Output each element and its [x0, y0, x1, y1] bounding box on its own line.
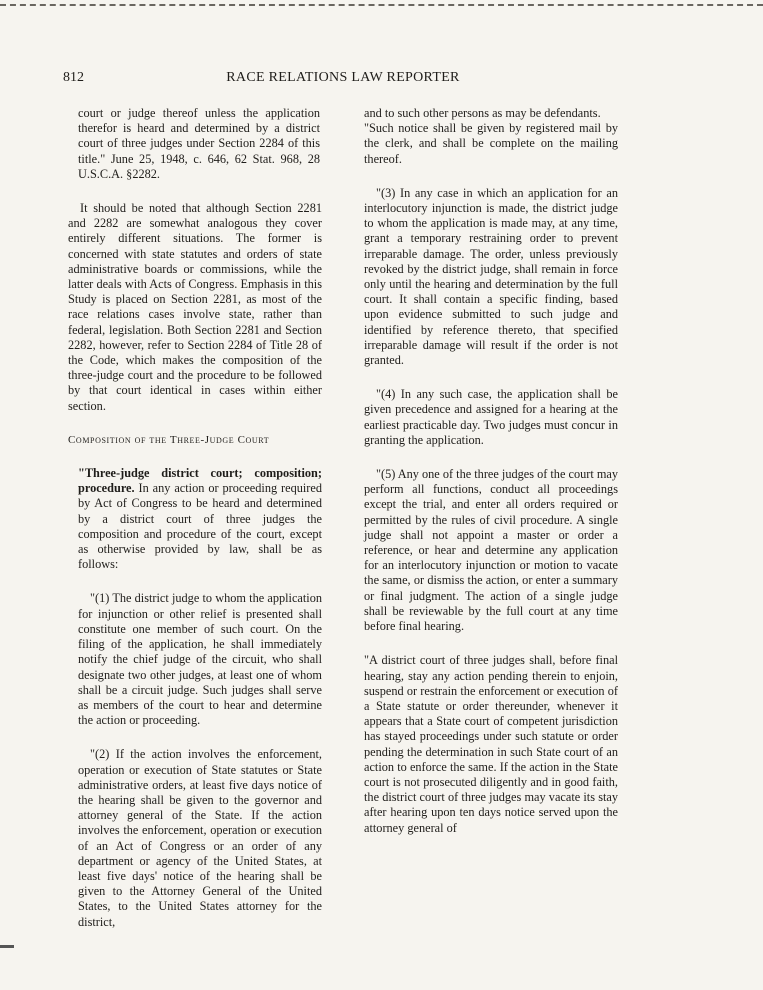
left-column — [68, 106, 322, 949]
margin-mark — [0, 945, 14, 948]
quote-top: court or judge thereof unless the application therefor is heard and determined by a district court of three judges under Section 2284 of this title." June 25, 1948, c. 646, 62 Stat. 968, 28 U.S.C.A. §2282. — [78, 106, 320, 181]
statute-item-3: "(3) In any case in which an application for an interlocutory injunction is made, the district judge to whom the application is made may, at any time, grant a temporary restraining order to prevent irreparable damage. The order, unless previously revoked by the district judge, shall remain in force only until the hearing and determination by the full court. It shall contain a specific finding, based upon evidence submitted to such judge and identified by reference thereto, that specified irreparable damage will result if the order is not granted. — [364, 185, 618, 368]
statute-intro-paragraph — [68, 466, 322, 572]
running-title: RACE RELATIONS LAW REPORTER — [226, 70, 460, 85]
statute-intro: In any action or proceeding required by Act of Congress to be heard and determined by a district court of three judges the composition and procedure of the court, except as otherwise provided by law, shall be as follows: — [78, 481, 322, 572]
statute-item-6: "A district court of three judges shall, before final hearing, stay any action pending therein to enjoin, suspend or restrain the enforcement or execution of a State statute or order thereunder, whenever it appears that a State court of competent jurisdiction has stayed proceedings under such statute or order pending the determination in such State court of an action to enforce the same. If the action in the State court is not prosecuted diligently and in good faith, the district court of three judges may vacate its stay after hearing upon ten days notice served upon the attorney general of — [364, 653, 618, 835]
right-column — [364, 106, 618, 855]
section-heading: Composition of the Three-Judge Court — [68, 433, 270, 446]
statute-item-2-continued: and to such other persons as may be defendants. — [364, 106, 601, 120]
statute-notice: "Such notice shall be given by registered mail by the clerk, and shall be complete on the mailing thereof. — [364, 121, 618, 166]
statute-item-5: "(5) Any one of the three judges of the court may perform all functions, conduct all proceedings except the trial, and enter all orders required or permitted by the rules of civil procedure. A single judge shall not appoint a master or order a reference, or hear and determine any application for an interlocutory injunction or motion to vacate the same, or dismiss the action, or enter a summary or final judgment. The action of a single judge shall be reviewable by the full court at any time before final hearing. — [364, 467, 619, 634]
page-header — [63, 70, 623, 90]
statute-item-4: "(4) In any such case, the application shall be given precedence and assigned for a hearing at the earliest practicable day. Two judges must concur in granting the application. — [364, 387, 618, 447]
statute-title: "Three-judge district court; composition; procedure. — [78, 466, 322, 496]
page-number: 812 — [63, 70, 84, 85]
top-rule — [0, 4, 763, 6]
paragraph-analysis: It should be noted that although Section 2281 and 2282 are somewhat analogous they cover entirely different situations. The former is concerned with state statutes and orders of state administrative boards or commissions, while the latter deals with Acts of Congress. Emphasis in this Study is placed on Section 2281, as most of the race relations cases involve state, rather than federal, legislation. Both Section 2281 and Section 2282, however, refer to Section 2284 of Title 28 of the Code, which makes the composition of the three-judge court and the procedure to be followed by that court identical in cases within either section. — [68, 201, 322, 413]
statute-item-2: "(2) If the action involves the enforcement, operation or execution of State statutes or State administrative orders, at least five days notice of the hearing shall be given to the governor and attorney general of the State. If the action involves the enforcement, operation or execution of an Act of Congress or an order of any department or agency of the United States, at least five days' notice of the hearing shall be given to the Attorney General of the United States, to the United States attorney for the district, — [78, 747, 322, 929]
statute-item-1: "(1) The district judge to whom the application for injunction or other relief is presented shall constitute one member of such court. On the filing of the application, he shall immediately notify the chief judge of the circuit, who shall designate two other judges, at least one of whom shall be a circuit judge. Such judges shall serve as members of the court to hear and determine the action or proceeding. — [78, 591, 322, 728]
